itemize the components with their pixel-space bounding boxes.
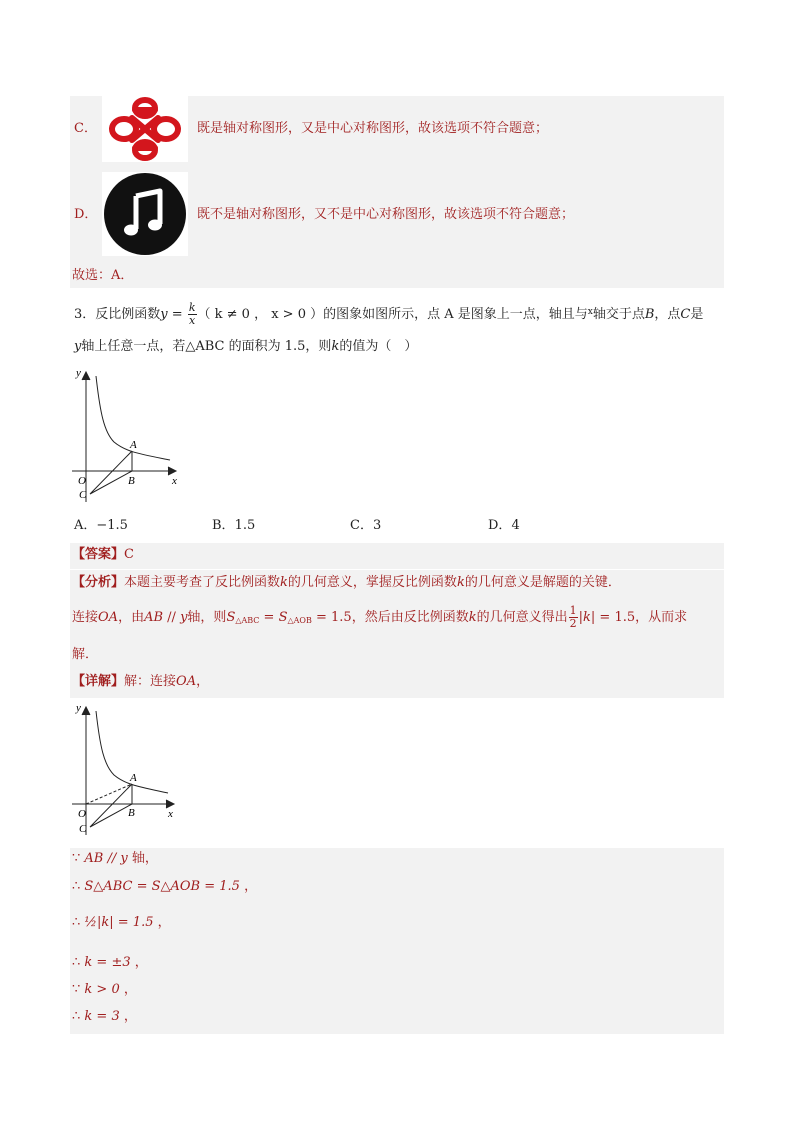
choice-c-value: 3 bbox=[372, 518, 382, 533]
answer-label: 【答案】 bbox=[72, 547, 125, 562]
label-y-2: y bbox=[76, 702, 81, 714]
analysis-fraction bbox=[569, 605, 578, 630]
fraction-k-over-x bbox=[188, 302, 197, 327]
analysis-line-3: 解． bbox=[72, 647, 99, 662]
choice-b-value: 1.5 bbox=[234, 518, 256, 533]
analysis-l2d: ，然后由反比例函数 bbox=[351, 610, 469, 625]
analysis-k-1: k bbox=[280, 575, 288, 590]
step-4-body: k = ±3 bbox=[84, 955, 131, 970]
choice-b-label: B． bbox=[212, 518, 235, 533]
detail-line bbox=[72, 673, 209, 691]
choice-a bbox=[74, 517, 128, 535]
analysis-line-2 bbox=[72, 604, 687, 632]
question-text-1: 反比例函数 bbox=[95, 307, 161, 322]
option-c-text: 既是轴对称图形，又是中心对称图形，故该选项不符合题意； bbox=[197, 121, 549, 136]
fraction-denominator: x bbox=[189, 314, 196, 327]
choice-c-label: C． bbox=[350, 518, 373, 533]
option-c-letter: C． bbox=[74, 121, 97, 136]
conclusion-text: 故选：A． bbox=[72, 268, 134, 283]
step-2 bbox=[72, 878, 257, 896]
question-text-3: ，点 bbox=[654, 307, 681, 322]
question-condition: （ k ≠ 0 ， x > 0 ）的图象如图所示，点 A 是图象上一点，轴且与 bbox=[197, 307, 588, 322]
analysis-S1: S bbox=[226, 610, 236, 625]
step-5-post: ， bbox=[119, 982, 137, 997]
label-B-2: B bbox=[128, 807, 135, 819]
music-note-icon bbox=[102, 172, 188, 256]
choice-d-label: D． bbox=[488, 518, 512, 533]
question-text-2: 轴交于点 bbox=[592, 307, 645, 322]
question-number: 3． bbox=[74, 307, 96, 322]
label-A-2: A bbox=[130, 772, 137, 784]
label-C-2: C bbox=[79, 823, 87, 835]
analysis-k-3: k bbox=[468, 610, 477, 625]
step-1-post: 轴， bbox=[127, 851, 158, 866]
step-1-body: AB // y bbox=[84, 851, 128, 866]
step-6-pre: ∴ bbox=[72, 1009, 85, 1024]
analysis-l2f: ，从而求 bbox=[635, 610, 688, 625]
fraction-numerator: k bbox=[188, 301, 196, 314]
analysis-y: y bbox=[180, 610, 188, 625]
step-6-post: ， bbox=[119, 1009, 137, 1024]
analysis-line-1 bbox=[72, 574, 621, 592]
label-B: B bbox=[128, 475, 135, 487]
label-x-2: x bbox=[168, 808, 173, 820]
choice-c bbox=[350, 517, 381, 535]
step-1 bbox=[72, 850, 158, 868]
step-3-pre: ∴ bbox=[72, 915, 85, 930]
var-k: k bbox=[331, 339, 340, 354]
analysis-label: 【分析】 bbox=[72, 575, 125, 590]
music-image bbox=[102, 172, 188, 256]
answer-value: C bbox=[124, 547, 134, 562]
var-B: B bbox=[644, 307, 655, 322]
question-line-1 bbox=[74, 301, 704, 327]
choice-a-label: A． bbox=[74, 518, 97, 533]
detail-label: 【详解】 bbox=[72, 674, 125, 689]
analysis-l2a: 连接 bbox=[72, 610, 99, 625]
question-text-4: 是 bbox=[690, 307, 704, 322]
shaded-block-steps bbox=[70, 848, 724, 1034]
step-3-post: ， bbox=[153, 915, 171, 930]
var-C: C bbox=[680, 307, 691, 322]
unicom-logo-image bbox=[102, 96, 188, 162]
hyperbola-graph-solution bbox=[70, 699, 178, 841]
label-x: x bbox=[172, 475, 177, 487]
step-4-post: ， bbox=[130, 955, 148, 970]
analysis-sub-aob: △AOB bbox=[287, 616, 312, 625]
detail-OA: OA bbox=[176, 674, 197, 689]
hyperbola-graph bbox=[70, 362, 185, 512]
label-O-2: O bbox=[78, 808, 86, 820]
label-C: C bbox=[79, 489, 87, 501]
option-d-letter: D． bbox=[74, 207, 98, 222]
analysis-val: = 1.5 bbox=[311, 610, 352, 625]
analysis-OA: OA bbox=[98, 610, 119, 625]
question-line-2 bbox=[74, 338, 417, 356]
step-4-pre: ∴ bbox=[72, 955, 85, 970]
choice-a-value: −1.5 bbox=[96, 518, 128, 533]
choice-d bbox=[488, 517, 520, 535]
label-O: O bbox=[78, 475, 86, 487]
analysis-l2b: ，由 bbox=[118, 610, 145, 625]
step-4 bbox=[72, 954, 148, 972]
step-3-body: ½|k| = 1.5 bbox=[84, 915, 154, 930]
step-2-pre: ∴ bbox=[72, 879, 85, 894]
analysis-text-3: 的几何意义是解题的关键． bbox=[464, 575, 621, 590]
label-A: A bbox=[130, 439, 137, 451]
step-3 bbox=[72, 914, 171, 932]
var-y-2: y bbox=[74, 339, 82, 354]
step-6 bbox=[72, 1008, 137, 1026]
question-text-5: 轴上任意一点，若△ABC 的面积为 1.5，则 bbox=[81, 339, 332, 354]
step-5 bbox=[72, 981, 137, 999]
analysis-val2: = 1.5 bbox=[595, 610, 636, 625]
analysis-l2c: 轴，则 bbox=[187, 610, 227, 625]
analysis-l2e: 的几何意义得出 bbox=[476, 610, 568, 625]
analysis-AB: AB bbox=[144, 610, 164, 625]
analysis-text-1: 本题主要考查了反比例函数 bbox=[124, 575, 281, 590]
shaded-block-conclusion bbox=[70, 264, 724, 288]
analysis-eq: = bbox=[259, 610, 279, 625]
choice-d-value: 4 bbox=[511, 518, 520, 533]
shaded-block-answer bbox=[70, 543, 724, 569]
var-x-small: x bbox=[587, 307, 593, 317]
answer-line bbox=[72, 546, 134, 564]
analysis-k-2: k bbox=[456, 575, 465, 590]
label-y: y bbox=[76, 367, 81, 379]
option-d-text: 既不是轴对称图形，又不是中心对称图形，故该选项不符合题意； bbox=[197, 207, 575, 222]
step-5-pre: ∵ bbox=[72, 982, 85, 997]
analysis-abs-k: |k| bbox=[578, 610, 596, 625]
equals: = bbox=[167, 307, 187, 322]
step-2-post: ， bbox=[239, 879, 258, 894]
step-5-body: k > 0 bbox=[84, 982, 120, 997]
detail-comma: ， bbox=[196, 674, 210, 689]
step-2-body: S△ABC = S△AOB = 1.5 bbox=[84, 879, 240, 894]
china-unicom-knot-icon bbox=[102, 96, 188, 162]
choice-b bbox=[212, 517, 255, 535]
step-6-body: k = 3 bbox=[84, 1009, 120, 1024]
analysis-frac-num: 1 bbox=[569, 604, 577, 617]
analysis-text-2: 的几何意义，掌握反比例函数 bbox=[287, 575, 457, 590]
analysis-S2: S bbox=[278, 610, 288, 625]
detail-text: 解：连接 bbox=[124, 674, 177, 689]
var-y: y bbox=[160, 307, 168, 322]
analysis-parallel: // bbox=[163, 610, 181, 625]
analysis-frac-den: 2 bbox=[569, 617, 577, 630]
question-text-6: 的值为（ ） bbox=[339, 339, 418, 354]
step-1-pre: ∵ bbox=[72, 851, 85, 866]
analysis-sub-abc: △ABC bbox=[235, 616, 260, 625]
